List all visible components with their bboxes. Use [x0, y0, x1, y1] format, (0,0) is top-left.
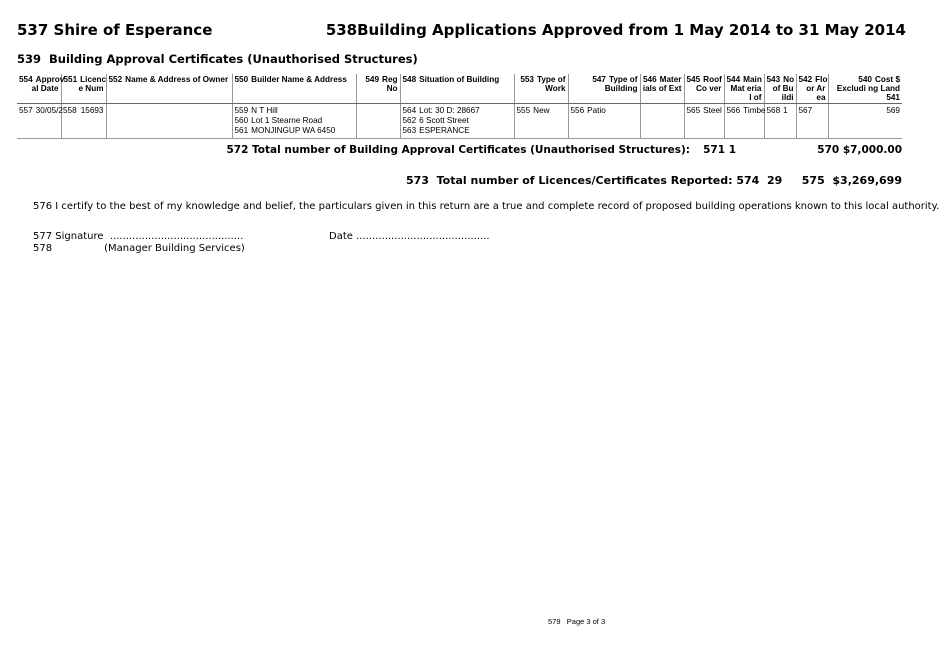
col-type-of-work: 553 Type of Work	[514, 74, 568, 104]
section-title	[17, 52, 418, 66]
cell-situation: 564 Lot: 30 D: 28667 562 6 Scott Street 563 ESPERANCE	[400, 104, 514, 139]
section-name: Building Approval Certificates (Unauthorised Structures)	[49, 52, 418, 66]
cell-builder: 559 N T Hill 560 Lot 1 Stearne Road 561 MONJINGUP WA 6450	[232, 104, 356, 139]
section-code: 539	[17, 52, 42, 66]
col-floor-area: 542 Flo or Ar ea	[796, 74, 828, 104]
certificates-total-count: 571 1	[703, 144, 736, 156]
certificates-total-label: 572 Total number of Building Approval Certificates (Unauthorised Structures):	[226, 144, 690, 156]
shire-title	[17, 21, 212, 39]
licences-total-label: 573 Total number of Licences/Certificates Reported: 574 29	[406, 174, 783, 187]
cell-roof-cover: 565 Steel	[684, 104, 724, 139]
cell-main-material: 566 Timbe	[724, 104, 764, 139]
certification-statement: 576 I certify to the best of my knowledge and belief, the particulars given in this return are a true and complete record of proposed building operations known to this local authority.	[33, 201, 939, 212]
cell-reg-no	[356, 104, 400, 139]
cell-type-of-building: 556 Patio	[568, 104, 640, 139]
certificates-total-line	[0, 144, 902, 158]
cell-cost: 569	[828, 104, 902, 139]
table-row	[17, 104, 902, 139]
shire-name: Shire of Esperance	[53, 21, 213, 39]
cell-type-of-work: 555 New	[514, 104, 568, 139]
col-licence-num: 551 Licenc e Num	[61, 74, 106, 104]
page-number: 579 Page 3 of 3	[548, 617, 606, 626]
col-cost: 540 Cost $ Excludi ng Land 541	[828, 74, 902, 104]
col-roof-cover: 545 Roof Co ver	[684, 74, 724, 104]
cell-licence-num: 15693	[61, 104, 106, 139]
col-no-buildings: 543 No of Bu ildi	[764, 74, 796, 104]
certificates-total-cost: 570 $7,000.00	[817, 144, 902, 156]
signature-line: 577 Signature ..........................................	[33, 231, 244, 242]
col-situation: 548 Situation of Building	[400, 74, 514, 104]
table-header-row	[17, 74, 902, 104]
cell-no-buildings: 568 1	[764, 104, 796, 139]
licences-total-count: 29	[767, 174, 783, 187]
col-type-of-building: 547 Type of Building	[568, 74, 640, 104]
col-owner: 552 Name & Address of Owner	[106, 74, 232, 104]
cell-materials	[640, 104, 684, 139]
col-reg-no: 549 Reg No	[356, 74, 400, 104]
col-materials: 546 Mater ials of Ext	[640, 74, 684, 104]
col-main-material: 544 Main Mat eria l of	[724, 74, 764, 104]
col-approval-date: 554 Approv al Date	[17, 74, 61, 104]
cell-floor-area: 567	[796, 104, 828, 139]
signatory-role: 578 (Manager Building Services)	[33, 243, 245, 254]
col-builder: 550 Builder Name & Address	[232, 74, 356, 104]
certificates-table	[17, 74, 902, 139]
shire-code: 537	[17, 21, 49, 39]
cell-owner	[106, 104, 232, 139]
date-line: Date ..........................................	[329, 231, 490, 242]
report-code: 538	[325, 21, 358, 39]
report-title	[326, 21, 906, 39]
licences-total-cost: 575 $3,269,699	[801, 174, 902, 187]
cell-approval-date: 557 30/05/2558	[17, 104, 61, 139]
report-name: Building Applications Approved from 1 May 2014 to 31 May 2014	[357, 21, 906, 39]
